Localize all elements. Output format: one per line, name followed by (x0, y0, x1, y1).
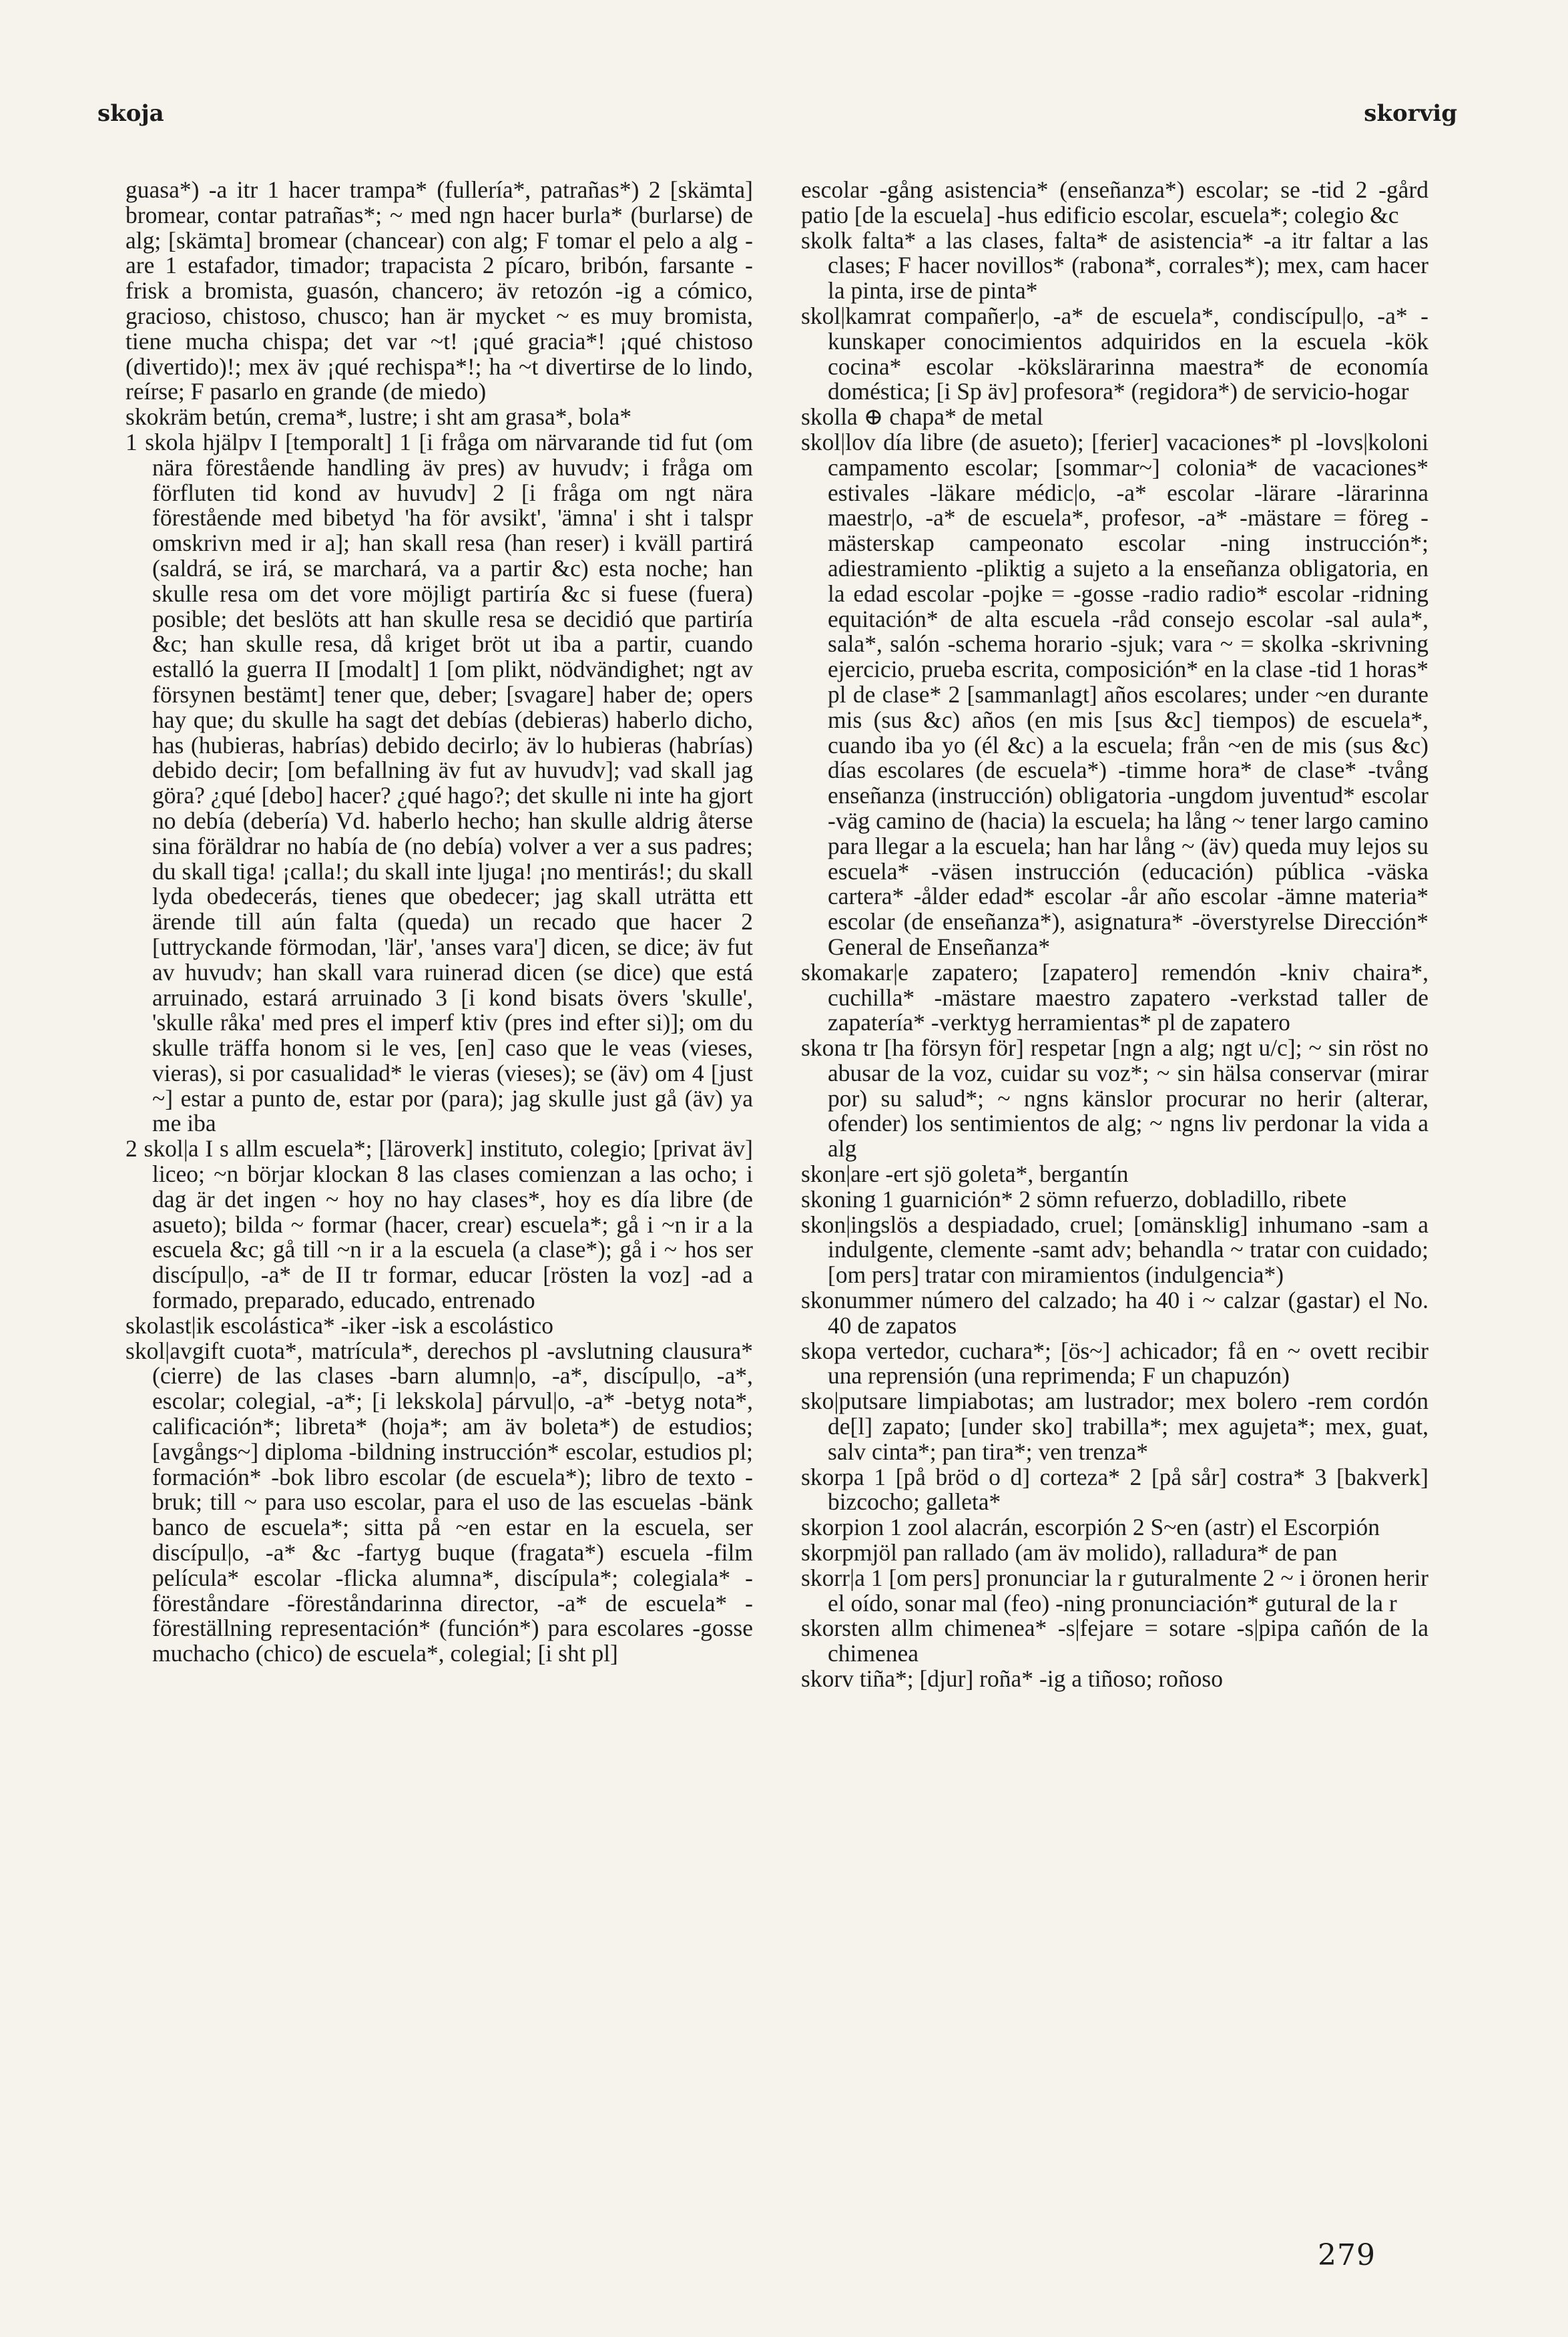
dictionary-entry: 2 skol|a I s allm escuela*; [läroverk] instituto, colegio; [privat äv] liceo; ~n börjar klockan 8 las clases comienzan a las ocho; i dag är det ingen ~ hoy no hay clases*, hoy es día libre (de asueto); bilda ~ formar (hacer, crear) escuela*; gå i ~n ir a la escuela &c; gå till ~n ir a la escuela (a clase*); gå i ~ hos ser discípul|o, -a* de II tr formar, educar [rösten la voz] -ad a formado, preparado, educado, entrenado (125, 1135, 753, 1314)
dictionary-entry: skorv tiña*; [djur] roña* -ig a tiñoso; roñoso (801, 1665, 1223, 1693)
dictionary-entry: skorsten allm chimenea* -s|fejare = sotare -s|pipa cañón de la chimenea (801, 1615, 1428, 1667)
dictionary-entry: skol|lov día libre (de asueto); [ferier] vacaciones* pl -lovs|koloni campamento escolar; [sommar~] colonia* de vacaciones* estivales -läkare médic|o, -a* escolar -lärare -lärarinna maestr|o, -a* de escuela*, profesor, -a* -mästare = föreg -mästerskap campeonato escolar -ning instrucción*; adiestramiento -pliktig a sujeto a la enseñanza obligatoria, en la edad escolar -pojke = -gosse -radio radio* escolar -ridning equitación* de alta escuela -råd consejo escolar -sal aula*, sala*, salón -schema horario -sjuk; vara ~ = skolka -skrivning ejercicio, prueba escrita, composición* en la clase -tid 1 horas* pl de clase* 2 [sammanlagt] años escolares; under ~en durante mis (sus &c) años (en mis [sus &c] tiempos) de escuela*, cuando iba yo (él &c) a la escuela; från ~en de mis (sus &c) días escolares (de escuela*) -timme hora* de clase* -tvång enseñanza (instrucción) obligatoria -ungdom juventud* escolar -väg camino de (hacia) la escuela; ha lång ~ tener largo camino para llegar a la escuela; han har lång ~ (äv) queda muy lejos su escuela* -väsen instrucción (educación) pública -väska cartera* -ålder edad* escolar -år año escolar -ämne materia* escolar (de enseñanza*), asignatura* -överstyrelse Dirección* General de Enseñanza* (801, 428, 1428, 960)
dictionary-entry: skon|are -ert sjö goleta*, bergantín (801, 1160, 1129, 1188)
dictionary-entry: skolla ⊕ chapa* de metal (801, 403, 1043, 431)
dictionary-entry: skorpion 1 zool alacrán, escorpión 2 S~en (astr) el Escorpión (801, 1514, 1380, 1541)
running-head-right: skorvig (1364, 100, 1457, 127)
dictionary-entry: skorr|a 1 [om pers] pronunciar la r guturalmente 2 ~ i öronen herir el oído, sonar mal (feo) -ning pronunciación* gutural de la r (801, 1564, 1428, 1617)
dictionary-entry: skopa vertedor, cuchara*; [ös~] achicador; få en ~ ovett recibir una reprensión (una reprimenda; F un chapuzón) (801, 1337, 1428, 1390)
dictionary-entry: skomakar|e zapatero; [zapatero] remendón -kniv chaira*, cuchilla* -mästare maestro zapatero -verkstad taller de zapatería* -verktyg herramientas* pl de zapatero (801, 958, 1428, 1036)
dictionary-entry: skon|ingslös a despiadado, cruel; [omänsklig] inhumano -sam a indulgente, clemente -samt adv; behandla ~ tratar con cuidado; [om pers] tratar con miramientos (indulgencia*) (801, 1211, 1428, 1289)
dictionary-entry: escolar -gång asistencia* (enseñanza*) escolar; se -tid 2 -gård patio [de la escuela] -hus edificio escolar, escuela*; colegio &c (801, 176, 1428, 228)
left-column (125, 178, 753, 1667)
dictionary-entry: skona tr [ha försyn för] respetar [ngn a alg; ngt u/c]; ~ sin röst no abusar de la voz, cuidar su voz*; ~ sin hälsa conservar (mirar por) su salud*; ~ ngns känslor procurar no herir (alterar, ofender) los sentimientos de alg; ~ ngns liv perdonar la vida a alg (801, 1034, 1428, 1162)
dictionary-entry: skol|avgift cuota*, matrícula*, derechos pl -avslutning clausura* (cierre) de las clases -barn alumn|o, -a*, discípul|o, -a*, escolar; colegial, -a*; [i lekskola] párvul|o, -a* -betyg nota*, calificación*; libreta* (hoja*; am äv boleta*) de estudios; [avgångs~] diploma -bildning instrucción* escolar, estudios pl; formación* -bok libro escolar (de escuela*); libro de texto -bruk; till ~ para uso escolar, para el uso de las escuelas -bänk banco de escuela*; sitta på ~en estar en la escuela, ser discípul|o, -a* &c -fartyg buque (fragata*) escuela -film película* escolar -flicka alumna*, discípula*; colegiala* -föreståndare -föreståndarinna director, -a* de escuela* -föreställning representación* (función*) para escolares -gosse muchacho (chico) de escuela*, colegial; [i sht pl] (125, 1337, 753, 1667)
right-column (801, 178, 1428, 1692)
dictionary-entry: guasa*) -a itr 1 hacer trampa* (fullería*, patrañas*) 2 [skämta] bromear, contar patrañas*; ~ med ngn hacer burla* (burlarse) de alg; [skämta] bromear (chancear) con alg; F tomar el pelo a alg -are 1 estafador, timador; trapacista 2 pícaro, bribón, farsante -frisk a bromista, guasón, chancero; äv retozón -ig a cómico, gracioso, chistoso, chusco; han är mycket ~ es muy bromista, tiene mucha chispa; det var ~t! ¡qué gracia*! ¡qué chistoso (divertido)!; mex äv ¡qué rechispa*!; ha ~t divertirse de lo lindo, reírse; F pasarlo en grande (de miedo) (125, 176, 753, 405)
dictionary-entry: skol|kamrat compañer|o, -a* de escuela*, condiscípul|o, -a* -kunskaper conocimientos adquiridos en la escuela -kök cocina* escolar -kökslärarinna maestra* de economía doméstica; [i Sp äv] profesora* (regidora*) de servicio-hogar (801, 302, 1428, 405)
dictionary-entry: skolast|ik escolástica* -iker -isk a escolástico (125, 1311, 553, 1339)
page-number: 279 (1318, 2238, 1376, 2272)
dictionary-entry: 1 skola hjälpv I [temporalt] 1 [i fråga om närvarande tid fut (om nära förestående handling äv pres) av huvudv; i fråga om förfluten tid kond av huvudv] 2 [i fråga om ngt nära förestående med bibetyd 'ha för avsikt', 'ämna' i sht i talspr omskrivn med ir a]; han skall resa (han reser) i kväll partirá (saldrá, se irá, se marchará, va a partir &c) esta noche; han skulle resa om det vore möjligt partiría &c si fuese (fuera) posible; det beslöts att han skulle resa se decidió que partiría &c; han skulle resa, då kriget bröt ut iba a partir, cuando estalló la guerra II [modalt] 1 [om plikt, nödvändighet; ngt av försynen bestämt] tener que, deber; [svagare] haber de; opers hay que; du skulle ha sagt det debías (debieras) haberlo dicho, has (hubieras, habrías) debido decirlo; äv lo hubieras (habrías) debido decir; [om befallning äv fut av huvudv]; vad skall jag göra? ¿qué [debo] hacer? ¿qué hago?; det skulle ni inte ha gjort no debía (debería) Vd. haberlo hecho; han skulle aldrig återse sina föräldrar no había de (no debía) volver a ver a sus padres; du skall tiga! ¡calla!; du skall inte ljuga! ¡no mentirás!; du skall lyda obedecerás, tienes que obedecer; jag skall uträtta ett ärende till aún falta (queda) un recado que hacer 2 [uttryckande förmodan, 'lär', 'anses vara'] dicen, se dice; äv fut av huvudv; han skall vara ruinerad dicen (se dice) que está arruinado, estará arruinado 3 [i kond bisats övers 'skulle', 'skulle råka' med pres el imperf ktiv (pres ind efter si)]; om du skulle träffa honom si le ves, [en] caso que le veas (vieses, vieras), si por casualidad* le vieras (vieses); se (äv) om 4 [just ~] estar a punto de, estar por (para); jag skulle just gå (äv) ya me iba (125, 428, 753, 1137)
dictionary-entry: skolk falta* a las clases, falta* de asistencia* -a itr faltar a las clases; F hacer novillos* (rabona*, corrales*); mex, cam hacer la pinta, irse de pinta* (801, 226, 1428, 304)
running-head-left: skoja (97, 100, 164, 127)
dictionary-entry: sko|putsare limpiabotas; am lustrador; mex bolero -rem cordón de[l] zapato; [under sko] trabilla*; mex agujeta*; mex, guat, salv cinta*; pan tira*; ven trenza* (801, 1388, 1428, 1465)
dictionary-entry: skokräm betún, crema*, lustre; i sht am grasa*, bola* (125, 403, 632, 431)
dictionary-entry: skorpmjöl pan rallado (am äv molido), ralladura* de pan (801, 1539, 1338, 1566)
dictionary-entry: skonummer número del calzado; ha 40 i ~ calzar (gastar) el No. 40 de zapatos (801, 1287, 1428, 1339)
dictionary-entry: skorpa 1 [på bröd o d] corteza* 2 [på sår] costra* 3 [bakverk] bizcocho; galleta* (801, 1463, 1428, 1516)
dictionary-entry: skoning 1 guarnición* 2 sömn refuerzo, dobladillo, ribete (801, 1185, 1347, 1213)
